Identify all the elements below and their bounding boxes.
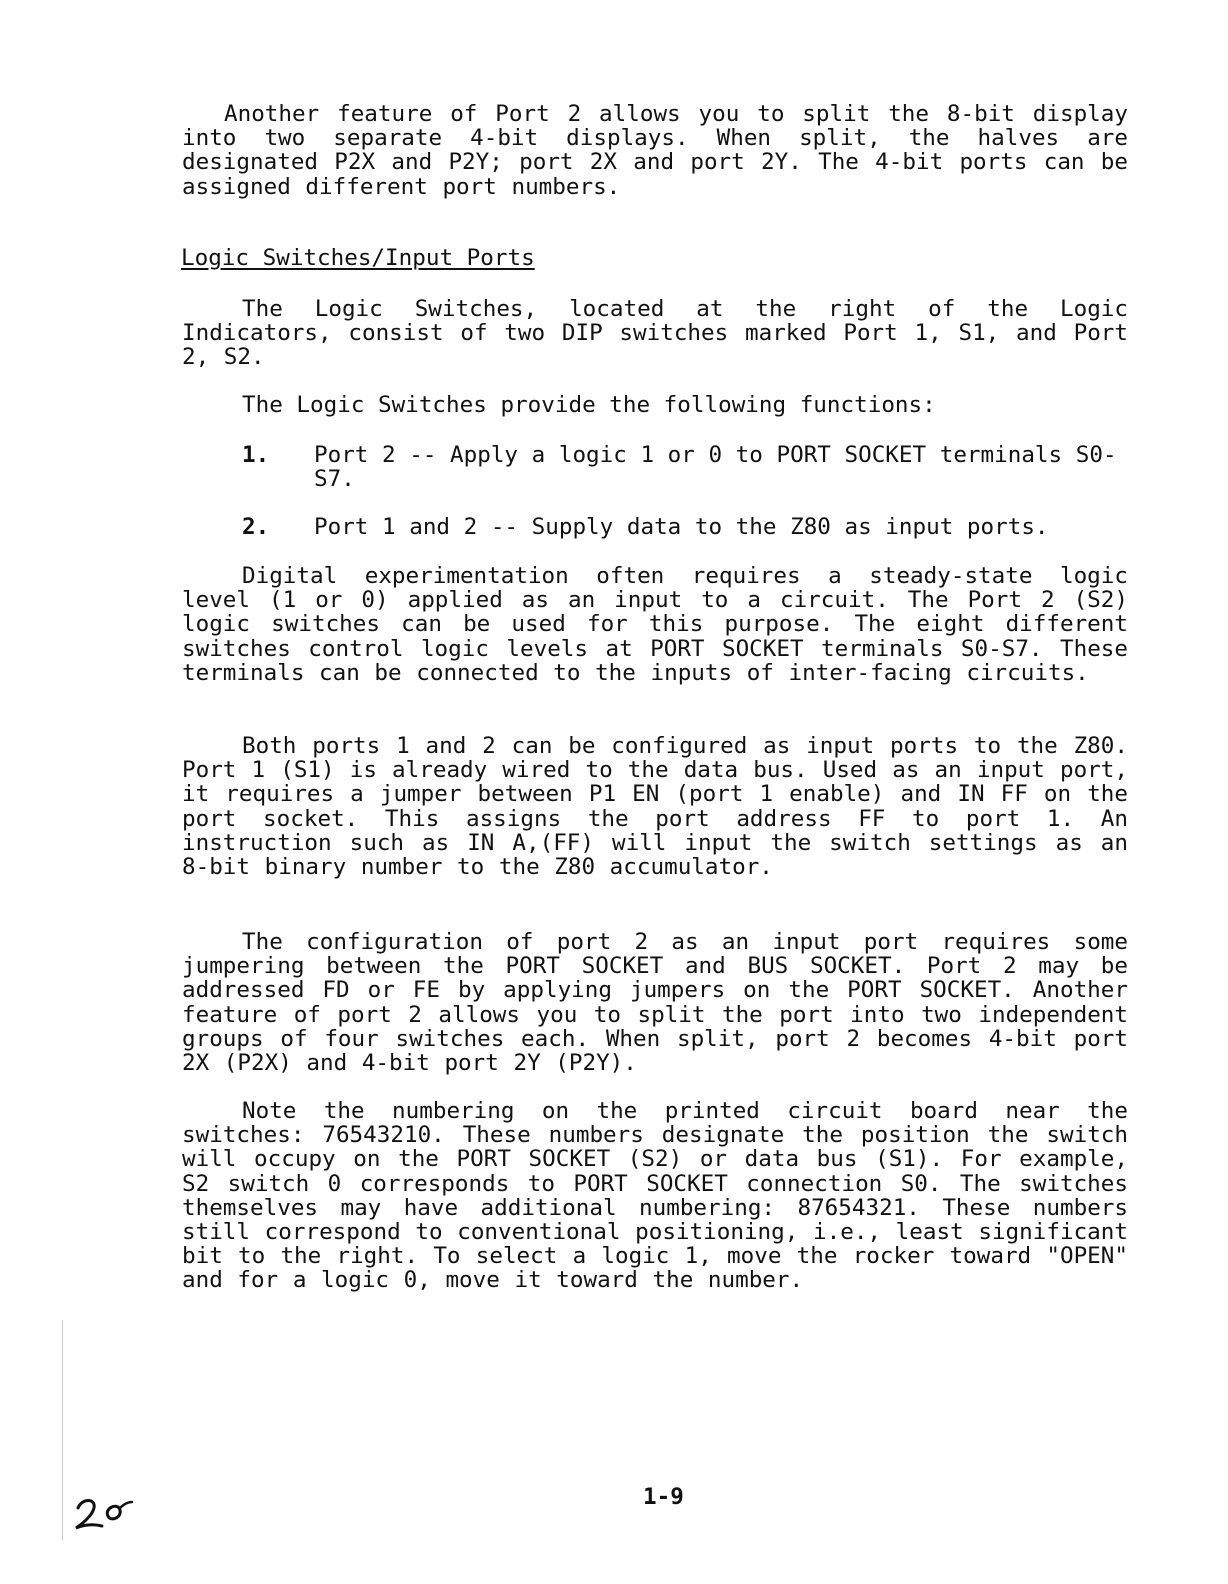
paragraph-split-display: Another feature of Port 2 allows you to split the 8-bit display into two separate 4-bit displays. When split, the halves are designated P2X and P2Y; port 2X and port 2Y. The 4-bit ports can be assigned different port numbers.	[182, 101, 1128, 200]
list-item-number: 2.	[242, 514, 270, 540]
list-item-text: Port 2 -- Apply a logic 1 or 0 to PORT SOCKET terminals S0-S7.	[314, 442, 1117, 493]
section-heading: Logic Switches/Input Ports	[181, 245, 535, 271]
paragraph-input-ports: Both ports 1 and 2 can be configured as input ports to the Z80. Port 1 (S1) is already wired to the data bus. Used as an input port, it requires a jumper between P1 EN (port 1 enable) and IN FF on the port socket. This assigns the port address FF to port 1. An instruction such as IN A,(FF) will input the switch settings as an 8-bit binary number to the Z80 accumulator.	[182, 733, 1128, 881]
paragraph-port2-configuration: The configuration of port 2 as an input port requires some jumpering between the PORT SOCKET and BUS SOCKET. Port 2 may be addressed FD or FE by applying jumpers on the PORT SOCKET. Another feature of port 2 allows you to split the port into two independent groups of four switches each. When split, port 2 becomes 4-bit port 2X (P2X) and 4-bit port 2Y (P2Y).	[182, 929, 1128, 1077]
paragraph-switch-numbering: Note the numbering on the printed circuit board near the switches: 76543210. These numbers designate the position the switch will occupy on the PORT SOCKET (S2) or data bus (S1). For example, S2 switch 0 corresponds to PORT SOCKET connection S0. The switches themselves may have additional numbering: 87654321. These numbers still correspond to conventional positioning, i.e., least significant bit to the right. To select a logic 1, move the rocker toward "OPEN" and for a logic 0, move it toward the number.	[182, 1098, 1128, 1294]
page-number: 1-9	[643, 1484, 684, 1510]
handwritten-page-mark	[74, 1494, 134, 1530]
paragraph-logic-switches-intro: The Logic Switches, located at the right of the Logic Indicators, consist of two DIP switches marked Port 1, S1, and Port 2, S2.	[182, 296, 1128, 371]
scan-edge-line	[62, 1320, 63, 1540]
paragraph-functions-lead: The Logic Switches provide the following functions:	[242, 392, 936, 418]
list-item-text: Port 1 and 2 -- Supply data to the Z80 as input ports.	[314, 514, 1049, 540]
list-item-number: 1.	[242, 442, 270, 468]
paragraph-digital-experimentation: Digital experimentation often requires a steady-state logic level (1 or 0) applied as an input to a circuit. The Port 2 (S2) logic switches can be used for this purpose. The eight different switches control logic levels at PORT SOCKET terminals S0-S7. These terminals can be connected to the inputs of inter-facing circuits.	[182, 563, 1128, 686]
